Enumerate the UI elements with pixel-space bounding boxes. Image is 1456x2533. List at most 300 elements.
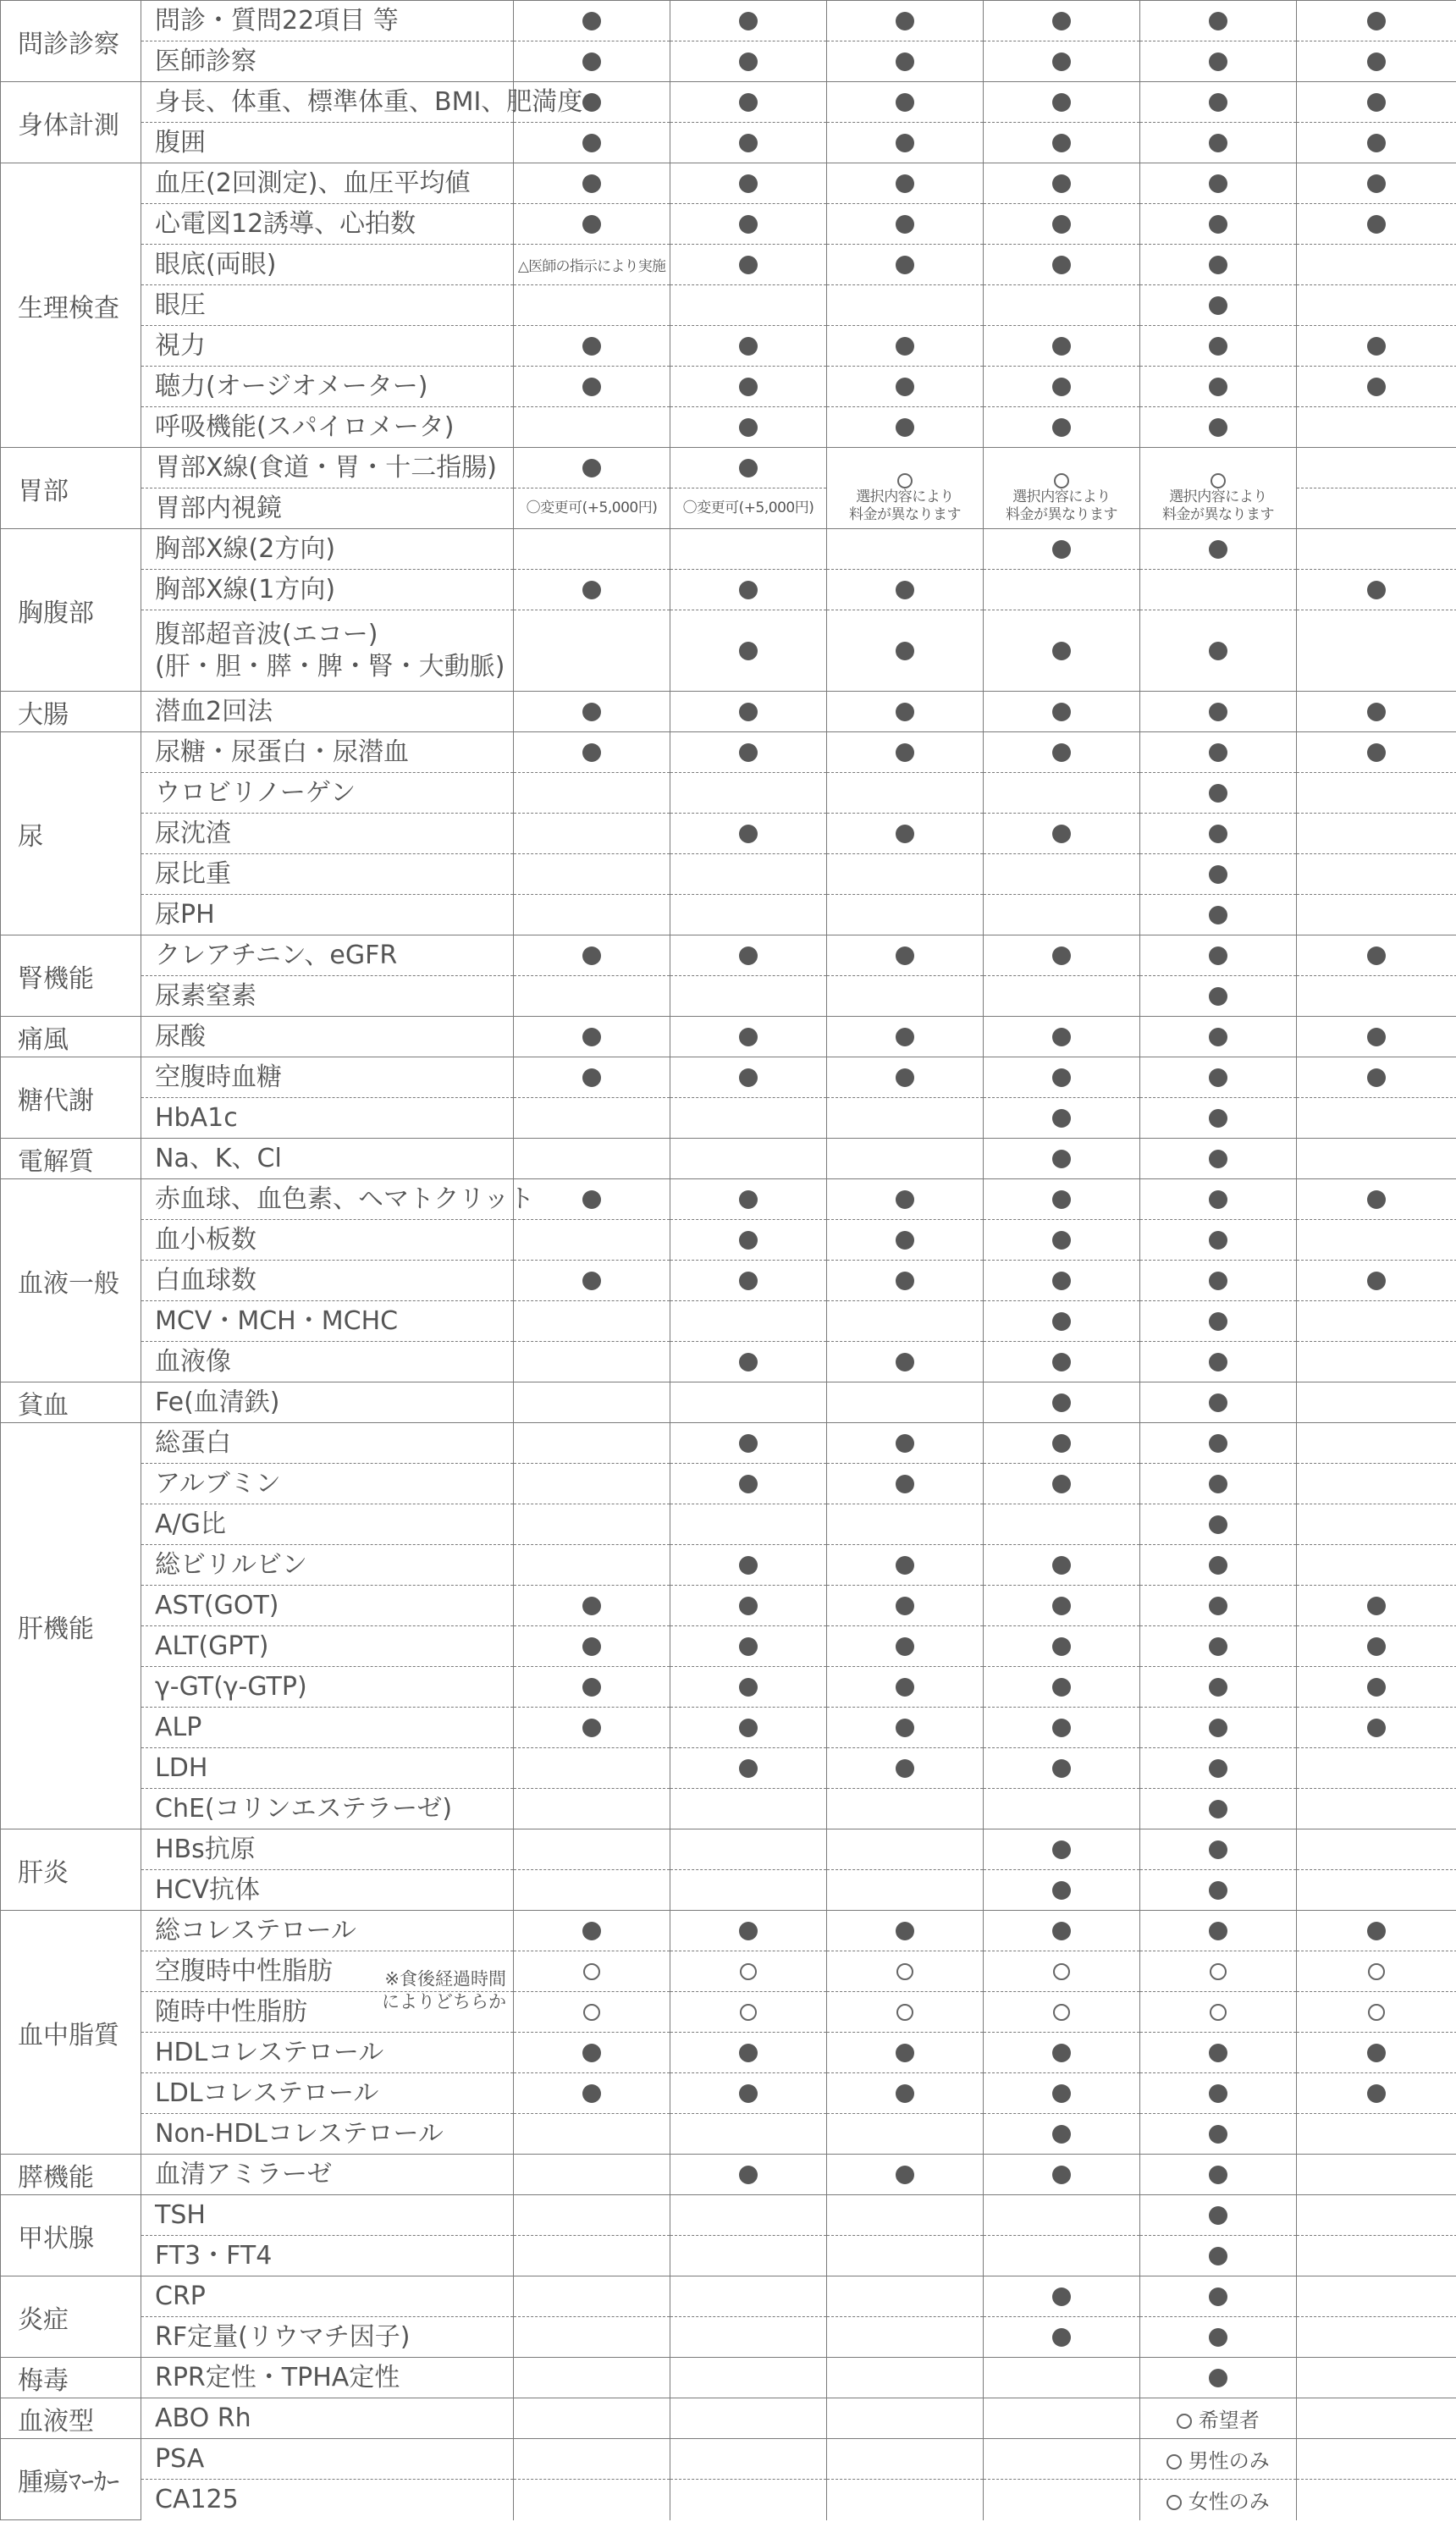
filled-circle-icon: [1052, 642, 1071, 660]
mark-cell: [514, 1017, 670, 1057]
filled-circle-icon: [1209, 1475, 1227, 1493]
filled-circle-icon: [582, 743, 601, 762]
filled-circle-icon: [1052, 1637, 1071, 1656]
filled-circle-icon: [1367, 1028, 1386, 1046]
mark-cell: [984, 1626, 1140, 1667]
item-label: 問診・質問22項目 等: [141, 1, 514, 41]
mark-cell: [827, 1, 984, 41]
table-row: [1, 2317, 1456, 2358]
open-circle-icon: [1368, 1963, 1385, 1980]
mark-cell: [514, 1586, 670, 1626]
filled-circle-icon: [1209, 1312, 1227, 1331]
item-label: 血小板数: [141, 1220, 514, 1261]
mark-cell: [827, 488, 984, 529]
filled-circle-icon: [582, 1637, 601, 1656]
mark-cell: [827, 1870, 984, 1911]
item-label: HDLコレステロール: [141, 2033, 514, 2073]
mark-cell: [984, 1179, 1140, 1220]
item-label: AST(GOT): [141, 1586, 514, 1626]
mark-cell: [670, 529, 827, 570]
filled-circle-icon: [1209, 1840, 1227, 1859]
filled-circle-icon: [1209, 1759, 1227, 1778]
filled-circle-icon: [1367, 1678, 1386, 1697]
filled-circle-icon: [1209, 52, 1227, 71]
table-row: [1, 1667, 1456, 1708]
filled-circle-icon: [1209, 93, 1227, 112]
filled-circle-icon: [896, 703, 914, 721]
mark-cell: [670, 1179, 827, 1220]
mark-cell: [827, 82, 984, 123]
mark-cell: [670, 1, 827, 41]
filled-circle-icon: [739, 1028, 758, 1046]
mark-cell: [514, 2073, 670, 2114]
table-row: [1, 1301, 1456, 1342]
mark-cell: [514, 1342, 670, 1382]
mark-cell: [984, 1220, 1140, 1261]
filled-circle-icon: [1209, 1556, 1227, 1575]
mark-cell: [827, 2073, 984, 2114]
mark-cell: [1297, 2073, 1456, 2114]
filled-circle-icon: [739, 1637, 758, 1656]
mark-cell: [1140, 2358, 1297, 2398]
filled-circle-icon: [1209, 1597, 1227, 1615]
mark-cell: [984, 1139, 1140, 1179]
mark-cell: [984, 1, 1140, 41]
item-label: 眼底(両眼): [141, 245, 514, 285]
item-label: RF定量(リウマチ因子): [141, 2317, 514, 2358]
filled-circle-icon: [1209, 1353, 1227, 1371]
filled-circle-icon: [582, 1272, 601, 1290]
filled-circle-icon: [1209, 1678, 1227, 1697]
mark-cell: [514, 1423, 670, 1464]
mark-cell: [1140, 2276, 1297, 2317]
filled-circle-icon: [739, 581, 758, 599]
filled-circle-icon: [1209, 1190, 1227, 1209]
mark-cell: [827, 1626, 984, 1667]
mark-cell: [1297, 82, 1456, 123]
mark-cell: [1297, 1382, 1456, 1423]
filled-circle-icon: [1367, 2044, 1386, 2062]
table-row: [1, 773, 1456, 814]
filled-circle-icon: [582, 1028, 601, 1046]
mark-cell: [827, 41, 984, 82]
mark-cell: [670, 41, 827, 82]
table-row: [1, 1342, 1456, 1382]
mark-cell: [1297, 163, 1456, 204]
mark-cell: [1140, 1667, 1297, 1708]
filled-circle-icon: [739, 378, 758, 396]
mark-cell: [1297, 773, 1456, 814]
filled-circle-icon: [1209, 12, 1227, 30]
mark-cell: [1297, 1423, 1456, 1464]
mark-cell: [1297, 1057, 1456, 1098]
mark-cell: [827, 570, 984, 610]
open-circle-icon: [1210, 2004, 1227, 2021]
filled-circle-icon: [739, 134, 758, 152]
mark-cell: [514, 1829, 670, 1870]
filled-circle-icon: [1209, 296, 1227, 315]
category-cell: 肝機能: [1, 1423, 141, 1829]
category-cell: 痛風: [1, 1017, 141, 1057]
mark-cell: [984, 1748, 1140, 1789]
mark-cell: [670, 1301, 827, 1342]
mark-cell: [827, 732, 984, 773]
item-label: 尿沈渣: [141, 814, 514, 854]
mark-cell: [514, 1301, 670, 1342]
filled-circle-icon: [1209, 906, 1227, 924]
filled-circle-icon: [1052, 52, 1071, 71]
mark-cell: [827, 367, 984, 407]
filled-circle-icon: [739, 743, 758, 762]
mark-cell: [984, 1301, 1140, 1342]
mark-cell: [1297, 2195, 1456, 2236]
filled-circle-icon: [1052, 1150, 1071, 1168]
mark-cell: [827, 1789, 984, 1829]
select-note: 選択内容により 料金が異なります: [849, 488, 961, 523]
item-label: PSA: [141, 2439, 514, 2480]
open-circle-icon: [897, 473, 913, 488]
filled-circle-icon: [1209, 946, 1227, 965]
table-row: [1, 407, 1456, 448]
filled-circle-icon: [896, 1434, 914, 1453]
mark-cell: [984, 1382, 1140, 1423]
mark-cell: [670, 2236, 827, 2276]
mark-cell: [984, 367, 1140, 407]
mark-cell: [984, 204, 1140, 245]
filled-circle-icon: [1209, 1800, 1227, 1818]
item-label: 総蛋白: [141, 1423, 514, 1464]
mark-cell: [670, 2155, 827, 2195]
filled-circle-icon: [1052, 2287, 1071, 2306]
mark-cell: [670, 1464, 827, 1504]
filled-circle-icon: [582, 12, 601, 30]
mark-cell: [984, 1829, 1140, 1870]
filled-circle-icon: [739, 946, 758, 965]
mark-cell: [1140, 123, 1297, 163]
filled-circle-icon: [1209, 1068, 1227, 1087]
filled-circle-icon: [739, 825, 758, 843]
mark-cell: [514, 1464, 670, 1504]
mark-cell: [514, 1220, 670, 1261]
mark-cell: [1140, 529, 1297, 570]
mark-cell: [514, 529, 670, 570]
mark-cell: [514, 1, 670, 41]
mark-cell: [1297, 1911, 1456, 1951]
table-row: [1, 1911, 1456, 1951]
mark-cell: [1297, 1220, 1456, 1261]
filled-circle-icon: [896, 1597, 914, 1615]
mark-cell: [984, 82, 1140, 123]
mark-cell: [670, 163, 827, 204]
mark-cell: [827, 2317, 984, 2358]
filled-circle-icon: [739, 459, 758, 477]
cell-note: 〇変更可(+5,000円): [526, 499, 658, 516]
open-circle-icon: [1177, 2414, 1192, 2429]
item-label: 赤血球、血色素、ヘマトクリット: [141, 1179, 514, 1220]
filled-circle-icon: [1052, 337, 1071, 356]
mark-cell: [670, 82, 827, 123]
mark-cell: [670, 1748, 827, 1789]
filled-circle-icon: [1209, 337, 1227, 356]
mark-cell: [984, 407, 1140, 448]
filled-circle-icon: [1052, 1556, 1071, 1575]
filled-circle-icon: [739, 1190, 758, 1209]
table-row: [1, 1586, 1456, 1626]
mark-cell: [1140, 2236, 1297, 2276]
filled-circle-icon: [1209, 2369, 1227, 2387]
mark-cell: [984, 2358, 1140, 2398]
filled-circle-icon: [1209, 1393, 1227, 1412]
mark-cell: [514, 488, 670, 529]
exam-table-body: [1, 1, 1456, 2520]
filled-circle-icon: [896, 256, 914, 274]
mark-cell: [984, 41, 1140, 82]
mark-cell: [670, 2033, 827, 2073]
filled-circle-icon: [739, 215, 758, 234]
filled-circle-icon: [1052, 946, 1071, 965]
mark-cell: [514, 692, 670, 732]
filled-circle-icon: [1052, 2166, 1071, 2184]
filled-circle-icon: [896, 378, 914, 396]
mark-cell: [514, 1992, 670, 2033]
filled-circle-icon: [1052, 256, 1071, 274]
mark-cell: [1140, 285, 1297, 326]
mark-cell: [514, 570, 670, 610]
mark-cell: [1140, 814, 1297, 854]
filled-circle-icon: [1209, 784, 1227, 803]
mark-cell: [514, 2480, 670, 2520]
mark-cell: [827, 895, 984, 935]
open-circle-icon: [896, 2004, 913, 2021]
table-row: [1, 895, 1456, 935]
table-row: [1, 570, 1456, 610]
filled-circle-icon: [1367, 1190, 1386, 1209]
mark-cell: [670, 1626, 827, 1667]
mark-cell: [670, 285, 827, 326]
filled-circle-icon: [739, 52, 758, 71]
mark-cell: [670, 976, 827, 1017]
mark-cell: [1297, 1708, 1456, 1748]
item-label: 眼圧: [141, 285, 514, 326]
table-row: [1, 2033, 1456, 2073]
open-circle-icon: [740, 2004, 757, 2021]
open-circle-icon: [1053, 2004, 1070, 2021]
filled-circle-icon: [1367, 378, 1386, 396]
mark-cell: [1297, 1, 1456, 41]
item-label: 心電図12誘導、心拍数: [141, 204, 514, 245]
item-label: アルブミン: [141, 1464, 514, 1504]
mark-cell: [827, 610, 984, 692]
mark-cell: [1140, 570, 1297, 610]
open-circle-icon: [896, 1963, 913, 1980]
filled-circle-icon: [1052, 1475, 1071, 1493]
table-row: [1, 488, 1456, 529]
mark-cell: [1140, 935, 1297, 976]
cell-note: 女性のみ: [1166, 2490, 1270, 2514]
mark-cell: [670, 935, 827, 976]
category-cell: 腎機能: [1, 935, 141, 1017]
mark-cell: [514, 2439, 670, 2480]
mark-cell: [670, 1423, 827, 1464]
filled-circle-icon: [1209, 1028, 1227, 1046]
table-row: [1, 2358, 1456, 2398]
filled-circle-icon: [1209, 743, 1227, 762]
mark-cell: [827, 2276, 984, 2317]
mark-cell: [1297, 610, 1456, 692]
mark-cell: [984, 245, 1140, 285]
filled-circle-icon: [739, 418, 758, 437]
mark-cell: [1297, 1586, 1456, 1626]
mark-cell: [827, 123, 984, 163]
mark-cell: [514, 935, 670, 976]
mark-cell: [670, 773, 827, 814]
mark-cell: [670, 2317, 827, 2358]
filled-circle-icon: [1367, 1272, 1386, 1290]
open-circle-icon: [1054, 473, 1069, 488]
mark-cell: [827, 1708, 984, 1748]
item-label: Na、K、Cl: [141, 1139, 514, 1179]
table-row: [1, 1992, 1456, 2033]
mark-cell: [1140, 1992, 1297, 2033]
filled-circle-icon: [739, 93, 758, 112]
mark-cell: [670, 2480, 827, 2520]
table-row: [1, 692, 1456, 732]
filled-circle-icon: [1052, 1678, 1071, 1697]
mark-cell: [1140, 610, 1297, 692]
mark-cell: [984, 570, 1140, 610]
mark-cell: [827, 2480, 984, 2520]
mark-cell: [1297, 1464, 1456, 1504]
mark-cell: [1297, 1829, 1456, 1870]
filled-circle-icon: [896, 93, 914, 112]
filled-circle-icon: [1052, 12, 1071, 30]
filled-circle-icon: [582, 134, 601, 152]
mark-cell: [1140, 1261, 1297, 1301]
filled-circle-icon: [739, 1597, 758, 1615]
category-cell: 血液型: [1, 2398, 141, 2439]
mark-cell: [514, 610, 670, 692]
table-row: [1, 1057, 1456, 1098]
mark-cell: [1297, 1017, 1456, 1057]
item-label: 尿酸: [141, 1017, 514, 1057]
mark-cell: [1297, 2439, 1456, 2480]
filled-circle-icon: [739, 703, 758, 721]
mark-cell: [1297, 692, 1456, 732]
filled-circle-icon: [896, 1759, 914, 1778]
mark-cell: [514, 1667, 670, 1708]
filled-circle-icon: [1052, 1068, 1071, 1087]
mark-cell: [1297, 1667, 1456, 1708]
fasting-note: ※食後経過時間 によりどちらか: [382, 1968, 506, 2012]
mark-cell: [984, 1870, 1140, 1911]
mark-cell: [514, 1261, 670, 1301]
filled-circle-icon: [896, 2044, 914, 2062]
filled-circle-icon: [1052, 703, 1071, 721]
mark-cell: [984, 976, 1140, 1017]
filled-circle-icon: [896, 1719, 914, 1737]
mark-cell: [984, 610, 1140, 692]
mark-cell: [1140, 1382, 1297, 1423]
mark-cell: [984, 1017, 1140, 1057]
mark-cell: [984, 935, 1140, 976]
table-row: [1, 1748, 1456, 1789]
mark-cell: [670, 814, 827, 854]
mark-cell: [984, 814, 1140, 854]
item-label: 尿糖・尿蛋白・尿潜血: [141, 732, 514, 773]
mark-cell: [827, 529, 984, 570]
category-cell: 血液一般: [1, 1179, 141, 1382]
item-label: 血液像: [141, 1342, 514, 1382]
table-row: [1, 976, 1456, 1017]
table-row: [1, 1, 1456, 41]
category-cell: 腫瘍ﾏｰｶｰ: [1, 2439, 141, 2520]
mark-cell: [514, 204, 670, 245]
mark-cell: [1140, 976, 1297, 1017]
filled-circle-icon: [1052, 1190, 1071, 1209]
mark-cell: [670, 1504, 827, 1545]
table-row: [1, 2236, 1456, 2276]
filled-circle-icon: [1209, 256, 1227, 274]
filled-circle-icon: [1052, 215, 1071, 234]
mark-cell: [827, 163, 984, 204]
mark-cell: [670, 1829, 827, 1870]
filled-circle-icon: [739, 2044, 758, 2062]
filled-circle-icon: [739, 12, 758, 30]
category-cell: 生理検査: [1, 163, 141, 448]
filled-circle-icon: [739, 1678, 758, 1697]
mark-cell: [1140, 326, 1297, 367]
mark-cell: [670, 1789, 827, 1829]
item-label: FT3・FT4: [141, 2236, 514, 2276]
item-label: 血清アミラーゼ: [141, 2155, 514, 2195]
mark-cell: [670, 448, 827, 488]
mark-cell: [827, 2398, 984, 2439]
mark-cell: [514, 1951, 670, 1992]
table-row: [1, 2114, 1456, 2155]
mark-cell: [827, 854, 984, 895]
mark-cell: [984, 2155, 1140, 2195]
filled-circle-icon: [1209, 1922, 1227, 1940]
mark-cell: [1140, 2398, 1297, 2439]
item-label: CA125: [141, 2480, 514, 2520]
mark-cell: [1140, 1870, 1297, 1911]
mark-cell: [670, 610, 827, 692]
table-row: [1, 2195, 1456, 2236]
mark-cell: [1297, 1992, 1456, 2033]
filled-circle-icon: [1052, 2044, 1071, 2062]
mark-cell: [1297, 1504, 1456, 1545]
mark-cell: [984, 448, 1140, 488]
table-row: [1, 935, 1456, 976]
mark-cell: [984, 1951, 1140, 1992]
mark-cell: [984, 2033, 1140, 2073]
filled-circle-icon: [1209, 1272, 1227, 1290]
table-row: [1, 1626, 1456, 1667]
filled-circle-icon: [582, 1719, 601, 1737]
mark-cell: [1140, 82, 1297, 123]
table-row: [1, 123, 1456, 163]
mark-cell: [1140, 204, 1297, 245]
mark-cell: [827, 285, 984, 326]
item-label: 尿比重: [141, 854, 514, 895]
filled-circle-icon: [739, 1231, 758, 1250]
filled-circle-icon: [739, 1068, 758, 1087]
item-label: 潜血2回法: [141, 692, 514, 732]
mark-cell: [1297, 2276, 1456, 2317]
mark-cell: [1297, 1870, 1456, 1911]
table-row: [1, 854, 1456, 895]
mark-cell: [670, 1992, 827, 2033]
